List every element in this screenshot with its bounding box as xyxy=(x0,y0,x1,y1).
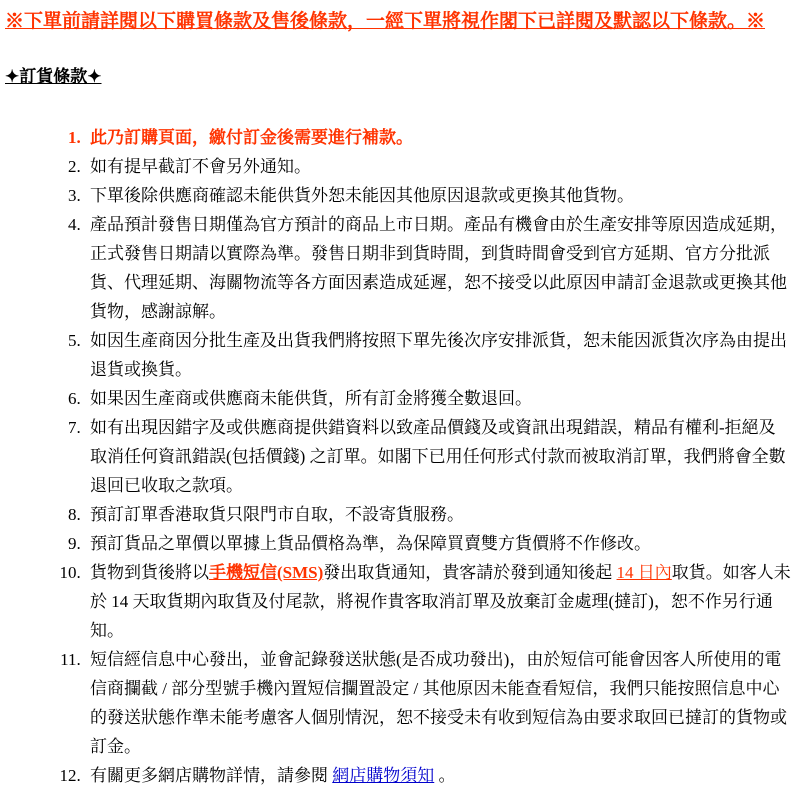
term-item-7 xyxy=(85,413,791,500)
term-item-12 xyxy=(85,761,791,790)
term-text: 有關更多網店購物詳情，請參閱 xyxy=(90,766,333,785)
terms-list xyxy=(5,123,795,790)
highlight-text: 手機短信(SMS) xyxy=(209,563,324,582)
highlight-text: 14 日內 xyxy=(616,563,672,582)
term-text: 預訂訂單香港取貨只限門市自取，不設寄貨服務。 xyxy=(90,505,464,524)
term-item-6 xyxy=(85,384,791,413)
term-text: 如果因生產商或供應商未能供貨，所有訂金將獲全數退回。 xyxy=(90,389,532,408)
term-text: 。 xyxy=(434,766,456,785)
term-item-8 xyxy=(85,500,791,529)
term-text: 產品預計發售日期僅為官方預計的商品上市日期。產品有機會由於生產安排等原因造成延期，正式發售日期請以實際為準。發售日期非到貨時間，到貨時間會受到官方延期、官方分批派貨、代理延期、海關物流等各方面因素造成延遲，恕不接受以此原因申請訂金退款或更換其他貨物，感謝諒解。 xyxy=(90,215,787,321)
term-item-2 xyxy=(85,152,791,181)
term-text: 如有出現因錯字及或供應商提供錯資料以致產品價錢及或資訊出現錯誤，精品有權利-拒絕及取消任何資訊錯誤(包括價錢) 之訂單。如閣下已用任何形式付款而被取消訂單，我們將會全數退回已收取之款項。 xyxy=(90,418,786,495)
term-text: 發出取貨通知，貴客請於發到通知後起 xyxy=(323,563,617,582)
term-text: 下單後除供應商確認未能供貨外恕未能因其他原因退款或更換其他貨物。 xyxy=(90,186,634,205)
term-item-10 xyxy=(85,558,791,645)
term-text: 如有提早截訂不會另外通知。 xyxy=(90,157,311,176)
term-text: 短信經信息中心發出，並會記錄發送狀態(是否成功發出)，由於短信可能會因客人所使用的電信商攔截 / 部分型號手機內置短信攔置設定 / 其他原因未能查看短信，我們只能按照信息中心的發送狀態作準未能考慮客人個別情況，恕不接受未有收到短信為由要求取回已撻訂的貨物或訂金。 xyxy=(90,650,787,756)
term-text: 如因生產商因分批生產及出貨我們將按照下單先後次序安排派貨，恕未能因派貨次序為由提出退貨或換貨。 xyxy=(90,331,787,379)
term-item-4 xyxy=(85,210,791,326)
term-item-5 xyxy=(85,326,791,384)
term-item-11 xyxy=(85,645,791,761)
term-text: 貨物到貨後將以 xyxy=(90,563,209,582)
term-item-1 xyxy=(85,123,791,152)
section-heading-order-terms: ✦訂貨條款✦ xyxy=(5,67,102,86)
term-text: 取貨。如客人未於 14 天取貨期內取貨及付尾款，將視作貴客取消訂單及放棄訂金處理(撻訂)，恕不作另行通知。 xyxy=(90,563,791,640)
term-item-3 xyxy=(85,181,791,210)
shop-guide-link[interactable]: 網店購物須知 xyxy=(332,766,435,785)
term-text: 預訂貨品之單價以單據上貨品價格為準，為保障買賣雙方貨價將不作修改。 xyxy=(90,534,651,553)
term-item-9 xyxy=(85,529,791,558)
notice-banner: ※下單前請詳閱以下購買條款及售後條款，一經下單將視作閣下已詳閱及默認以下條款。※ xyxy=(5,11,766,32)
highlight-text: 此乃訂購頁面，繳付訂金後需要進行補款。 xyxy=(90,128,413,147)
